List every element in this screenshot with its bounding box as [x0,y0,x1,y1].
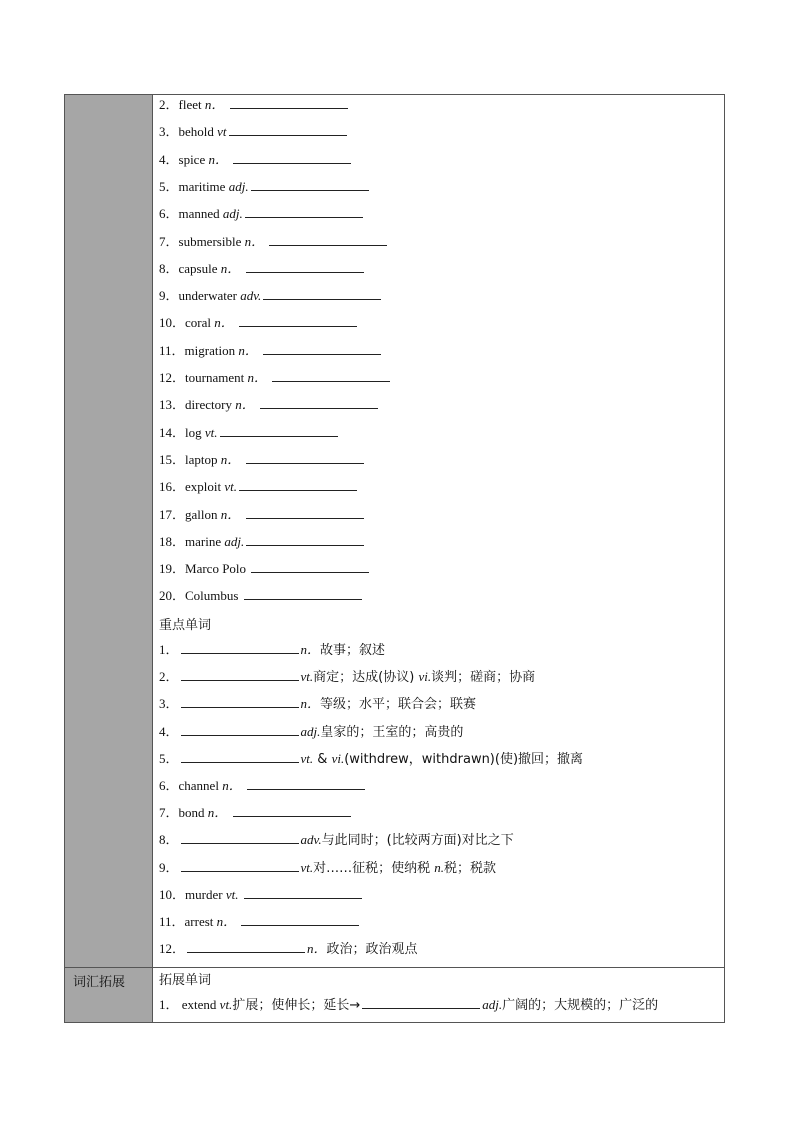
item-number: 4． [159,723,179,739]
item-word: marine [185,533,222,549]
item-pos: adj. [228,178,249,194]
extension-heading: 拓展单词 [159,973,212,988]
item-sep [240,507,243,522]
vocab-item [159,534,366,550]
item-sep [267,370,270,385]
answer-blank[interactable] [251,561,369,573]
key-word-item [159,832,514,849]
answer-blank[interactable] [362,997,480,1009]
item-pos: vt. [225,886,239,902]
item-word: log [185,424,202,440]
section-label-vocab-extension: 词汇拓展 [73,975,126,990]
item-pos: vt. [224,479,238,495]
item-pos: vt. [204,424,218,440]
item-number: 3． [159,124,179,140]
item-word: migration [184,342,236,358]
answer-blank[interactable] [263,288,381,300]
vocab-item [159,152,353,168]
item-pos: adj. [222,206,243,222]
item-pos: vt. [219,997,233,1012]
item-meaning: 对……征税；使纳税 [313,860,435,876]
item-number: 16． [159,479,186,495]
item-number: 13． [159,397,186,413]
item-number: 18． [159,533,186,549]
item-sep [264,234,267,249]
item-pos: adv. [240,288,262,304]
answer-blank[interactable] [239,315,357,327]
item-number: 8． [159,832,179,848]
item-word: spice [178,151,206,167]
answer-blank[interactable] [246,261,364,273]
vocab-item [159,370,392,386]
item-number: 11． [159,342,185,358]
item-number: 20． [159,588,186,604]
answer-blank[interactable] [233,805,351,817]
item-number: 7． [159,805,179,821]
item-pos: n． [235,397,255,413]
item-pos: n． [238,342,258,358]
item-number: 14． [159,424,186,440]
answer-blank[interactable] [263,343,381,355]
item-pos-2: vi. [418,669,432,685]
item-word: tournament [185,370,245,385]
key-word-item [159,696,476,713]
item-number: 9． [159,288,179,304]
item-pos: n． [220,260,241,276]
item-number: 15． [159,451,186,467]
extension-item-1 [159,997,658,1014]
item-number: 3． [159,696,179,712]
item-number: 10． [159,315,186,331]
vocab-item [159,397,380,413]
item-number: 2． [159,669,179,685]
vocab-item [159,261,366,277]
item-word: coral [185,315,211,331]
key-word-item [159,860,496,877]
item-pos: adj. [224,533,245,549]
item-pos: adj. [300,723,321,739]
vocab-item [159,315,359,331]
vocab-item [159,561,371,577]
answer-blank[interactable] [246,452,364,464]
answer-blank[interactable] [244,588,362,600]
item-pos: vt. [300,750,314,766]
answer-blank[interactable] [181,860,299,872]
item-word: directory [185,397,232,413]
vocab-item [159,507,366,523]
item-sep [240,452,243,467]
item-pos: n． [204,97,225,112]
answer-blank[interactable] [245,206,363,218]
item-sep [255,397,258,412]
item-pos: n． [207,805,228,821]
item-meaning: & [313,751,332,767]
key-word-item [159,914,361,930]
item-word: Marco Polo [185,561,247,577]
key-word-item [159,642,385,659]
vocab-item [159,97,350,113]
answer-blank[interactable] [181,724,299,736]
item-sep [240,261,243,276]
item-pos: n． [247,370,267,385]
item-number: 6． [159,778,179,793]
vocab-item [159,288,383,304]
item-word: Columbus [185,588,239,604]
row-divider [65,967,724,968]
item-number: 6． [159,206,179,222]
item-pos-2: adj. [482,997,503,1012]
item-pos: n． [244,233,265,249]
item-meaning: 商定；达成(协议) [313,670,419,686]
item-pos: n． [214,315,234,331]
item-number: 12． [159,941,186,957]
item-word: gallon [185,506,218,522]
item-meaning-2: (withdrew，withdrawn)(使)撤回；撤离 [344,751,584,767]
item-pos: n． [300,696,321,712]
item-pos: vt [217,124,227,140]
answer-blank[interactable] [181,832,299,844]
answer-blank[interactable] [244,887,362,899]
answer-blank[interactable] [181,751,299,763]
item-number: 4． [159,151,179,167]
item-sep [258,343,261,358]
item-word: underwater [178,288,237,304]
answer-blank[interactable] [272,370,390,382]
answer-blank[interactable] [233,152,351,164]
item-meaning: 政治；政治观点 [326,942,418,958]
item-word: capsule [178,260,218,276]
item-number: 1． [159,997,179,1012]
item-word: manned [178,206,220,222]
vocab-item [159,234,389,250]
item-word: channel [178,778,219,793]
item-word: maritime [178,178,226,194]
item-number: 12． [159,370,186,385]
key-word-item [159,887,364,903]
item-pos: n． [300,642,321,657]
item-word: exploit [185,479,222,495]
item-pos: adv. [300,832,322,848]
item-number: 2． [159,97,179,112]
item-meaning: 故事；叙述 [320,643,386,658]
item-number: 1． [159,642,179,657]
item-meaning: 与此同时；(比较两方面)对比之下 [321,833,514,849]
answer-blank[interactable] [187,941,305,953]
vocab-item [159,206,365,222]
answer-blank[interactable] [247,778,365,790]
vocab-item [159,479,359,495]
item-word: extend [181,997,217,1012]
item-pos: n． [222,778,242,793]
item-pos-2: n. [434,859,445,875]
answer-blank[interactable] [246,507,364,519]
item-pos: vt. [300,669,314,685]
item-number: 5． [159,178,179,194]
item-pos: n． [220,451,241,467]
answer-blank[interactable] [251,179,369,191]
item-meaning: 皇家的；王室的；高贵的 [320,724,464,740]
vocab-item [159,343,383,359]
item-number: 10． [159,886,186,902]
key-word-item [159,751,583,768]
item-word: bond [178,805,205,821]
key-word-item [159,669,535,686]
item-word: arrest [184,914,214,929]
item-sep [224,97,227,112]
item-word: submersible [178,233,242,249]
item-word: behold [178,124,214,140]
vocab-item [159,588,364,604]
item-number: 7． [159,233,179,249]
answer-blank[interactable] [181,642,299,654]
item-meaning: 等级；水平；联合会；联赛 [320,697,477,713]
answer-blank[interactable] [269,234,387,246]
answer-blank[interactable] [181,669,299,681]
item-number: 9． [159,859,179,875]
item-pos-2: vi. [331,750,345,766]
answer-blank[interactable] [239,479,357,491]
item-pos: n． [216,914,237,929]
key-word-item [159,941,418,958]
item-word: laptop [185,451,218,467]
answer-blank[interactable] [230,97,348,109]
answer-blank[interactable] [246,534,364,546]
item-word: murder [185,886,223,902]
item-meaning: 扩展；使伸长；延长→ [232,998,361,1013]
item-sep [234,315,237,330]
key-word-item [159,724,463,741]
item-number: 11． [159,914,185,929]
item-pos: n． [208,151,228,167]
answer-blank[interactable] [229,124,347,136]
item-number: 8． [159,260,179,276]
answer-blank[interactable] [260,397,378,409]
item-pos: vt. [300,859,314,875]
key-word-item [159,805,353,821]
item-sep [228,152,231,167]
item-meaning-2: 广阔的；大规模的；广泛的 [502,998,659,1013]
key-word-item [159,778,367,794]
answer-blank[interactable] [241,914,359,926]
vocab-item [159,425,340,441]
item-pos: n． [220,506,241,522]
vocab-item [159,179,371,195]
item-number: 5． [159,750,179,766]
left-label-column [65,95,153,1022]
item-number: 19． [159,561,186,577]
key-words-heading: 重点单词 [159,618,212,633]
item-number: 17． [159,506,186,522]
vocab-item [159,124,349,140]
item-pos: n． [307,941,327,957]
item-word: fleet [178,97,202,112]
answer-blank[interactable] [181,696,299,708]
vocab-item [159,452,366,468]
item-meaning-2: 谈判；磋商；协商 [431,670,536,686]
item-meaning-2: 税；税款 [444,860,497,876]
answer-blank[interactable] [220,425,338,437]
